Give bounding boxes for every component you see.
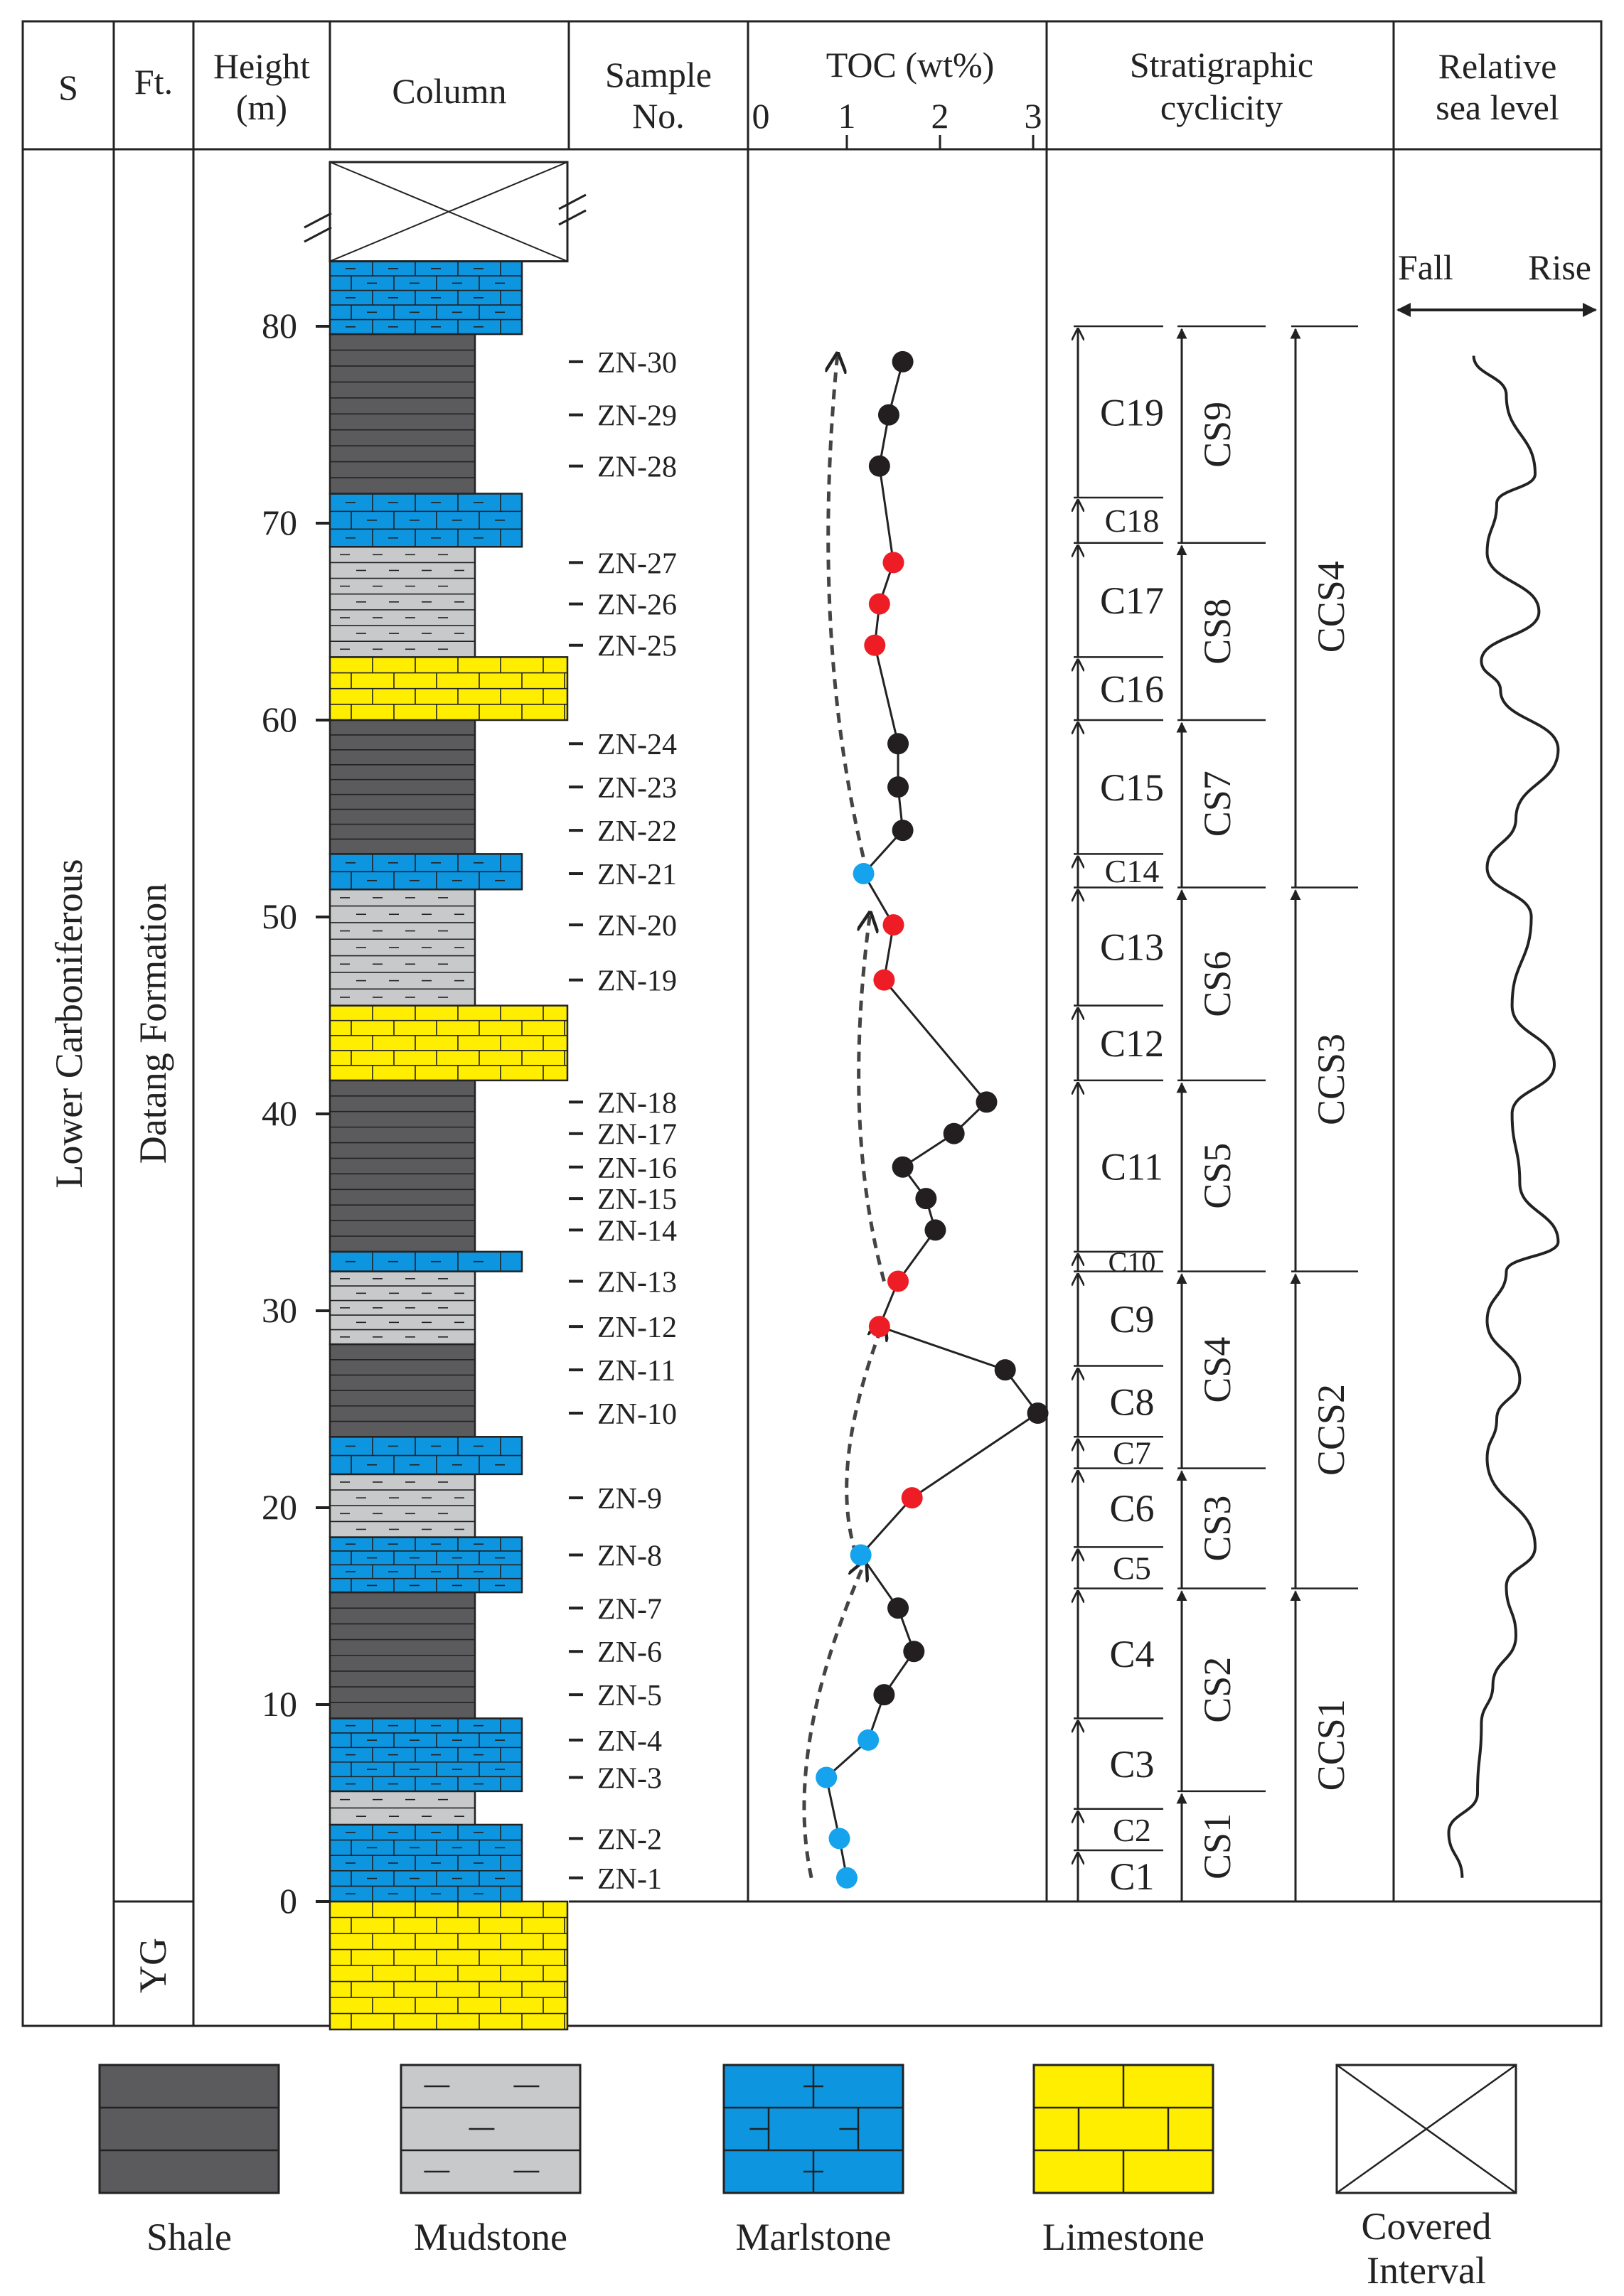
c-label: C19 — [1099, 391, 1165, 434]
sample-label: ZN-6 — [597, 1636, 662, 1670]
marlstone-block — [330, 1252, 522, 1272]
cs-label: CS9 — [1196, 401, 1239, 468]
sample-label: ZN-21 — [597, 859, 677, 892]
toc-point — [816, 1766, 837, 1788]
c-label: C15 — [1099, 766, 1165, 810]
toc-point — [883, 552, 904, 573]
marlstone-block — [330, 1718, 522, 1791]
sample-label: ZN-19 — [597, 965, 677, 998]
c-label: C14 — [1104, 853, 1160, 890]
sample-label: ZN-23 — [597, 772, 677, 805]
column-headers — [58, 45, 1559, 136]
sample-label: ZN-16 — [597, 1152, 677, 1185]
c-label: C11 — [1100, 1145, 1164, 1189]
mudstone-block — [330, 1272, 475, 1344]
toc-point — [892, 820, 914, 841]
header-ft: Ft. — [134, 62, 173, 102]
marlstone-block — [330, 262, 522, 334]
sea-level-panel — [1398, 247, 1596, 1878]
toc-point — [869, 456, 890, 477]
marlstone-block — [330, 493, 522, 547]
header-sample-1: Sample — [605, 55, 712, 95]
break-mark-left — [304, 213, 331, 242]
ccs-label: CCS4 — [1310, 561, 1352, 653]
sample-label: ZN-1 — [597, 1862, 662, 1896]
sample-label: ZN-26 — [597, 589, 677, 622]
marlstone-block — [330, 1825, 522, 1901]
mudstone-block — [330, 889, 475, 1005]
sample-label: ZN-5 — [597, 1680, 662, 1713]
sample-label: ZN-4 — [597, 1724, 662, 1758]
lithology-column — [304, 162, 586, 2029]
height-tick-label: 80 — [262, 306, 297, 345]
legend-swatch-marlstone — [724, 2065, 903, 2193]
header-sample-2: No. — [632, 96, 685, 136]
toc-point — [873, 970, 894, 991]
c-label: C8 — [1109, 1380, 1155, 1424]
c-label: C9 — [1109, 1297, 1155, 1341]
c-label: C5 — [1113, 1550, 1151, 1587]
toc-point — [853, 863, 875, 884]
toc-plot — [752, 96, 1049, 1889]
sample-label: ZN-28 — [597, 451, 677, 484]
cs-label: CS2 — [1196, 1656, 1239, 1723]
c-label: C6 — [1109, 1486, 1155, 1530]
c-label: C18 — [1104, 502, 1160, 539]
header-height-1: Height — [213, 46, 311, 86]
c-label: C2 — [1113, 1811, 1151, 1848]
toc-line — [826, 362, 1037, 1878]
toc-point — [887, 1597, 909, 1619]
toc-point — [887, 1270, 909, 1292]
toc-point — [1027, 1402, 1049, 1424]
sample-label: ZN-17 — [597, 1118, 677, 1152]
header-s: S — [58, 68, 78, 107]
sample-label: ZN-24 — [597, 729, 677, 762]
toc-point — [883, 914, 904, 935]
toc-point — [836, 1867, 858, 1889]
ccs-label: CCS1 — [1310, 1699, 1352, 1791]
legend-swatch-limestone — [1034, 2065, 1213, 2193]
c-label: C1 — [1109, 1855, 1155, 1898]
toc-point — [903, 1641, 924, 1662]
toc-tick-label: 0 — [752, 96, 770, 136]
toc-tick-label: 2 — [931, 96, 949, 136]
cs-label: CS1 — [1196, 1813, 1239, 1879]
toc-tick-label: 1 — [838, 96, 856, 136]
height-tick-label: 0 — [279, 1881, 297, 1921]
sample-label: ZN-8 — [597, 1540, 662, 1573]
c-label: C3 — [1109, 1743, 1155, 1786]
c-label: C16 — [1099, 667, 1165, 711]
formation-label-datang: Datang Formation — [132, 883, 174, 1164]
header-height-2: (m) — [235, 87, 288, 127]
c-label: C7 — [1113, 1434, 1151, 1471]
header-column: Column — [392, 71, 507, 111]
toc-point — [869, 1316, 890, 1337]
toc-point — [887, 733, 909, 754]
legend-label: Shale — [146, 2216, 232, 2258]
toc-point — [892, 1157, 914, 1178]
sample-label: ZN-2 — [597, 1823, 662, 1857]
legend-swatch-mudstone — [401, 2065, 580, 2193]
header-strat-1: Stratigraphic — [1129, 45, 1314, 85]
height-tick-label: 40 — [262, 1093, 297, 1133]
c-label: C17 — [1099, 579, 1165, 622]
toc-point — [829, 1828, 850, 1849]
toc-point — [976, 1091, 998, 1112]
sample-label: ZN-20 — [597, 910, 677, 943]
trend-arrow — [859, 913, 885, 1281]
toc-tick-label: 3 — [1024, 96, 1042, 136]
toc-point — [924, 1219, 946, 1240]
toc-point — [995, 1359, 1016, 1380]
c-label: C12 — [1099, 1022, 1165, 1066]
toc-point — [873, 1684, 894, 1705]
height-tick-label: 20 — [262, 1487, 297, 1527]
height-axis — [262, 306, 330, 1921]
height-tick-label: 50 — [262, 896, 297, 936]
toc-point — [892, 351, 914, 372]
header-toc: TOC (wt%) — [826, 45, 995, 85]
sample-label: ZN-29 — [597, 399, 677, 433]
sample-label: ZN-15 — [597, 1184, 677, 1217]
ccs-label: CCS3 — [1310, 1033, 1352, 1126]
shale-block — [330, 1080, 475, 1252]
sample-label: ZN-10 — [597, 1398, 677, 1432]
cs-label: CS6 — [1196, 950, 1239, 1017]
cs-label: CS5 — [1196, 1142, 1239, 1209]
sample-label: ZN-25 — [597, 630, 677, 663]
height-tick-label: 70 — [262, 503, 297, 542]
toc-point — [850, 1544, 872, 1565]
sample-label: ZN-22 — [597, 815, 677, 849]
toc-point — [858, 1729, 879, 1751]
header-strat-2: cyclicity — [1160, 87, 1283, 127]
shale-block — [330, 720, 475, 854]
trend-arrow — [828, 354, 867, 874]
sample-label: ZN-13 — [597, 1266, 677, 1299]
c-label: C13 — [1099, 926, 1165, 969]
rise-label: Rise — [1528, 247, 1591, 287]
sample-label: ZN-9 — [597, 1483, 662, 1516]
sample-label: ZN-11 — [597, 1355, 676, 1388]
toc-point — [869, 594, 890, 615]
height-tick-label: 60 — [262, 699, 297, 739]
lithology-legend — [100, 2065, 1516, 2292]
sample-label: ZN-27 — [597, 547, 677, 581]
sample-label: ZN-7 — [597, 1593, 662, 1626]
c-label: C10 — [1108, 1245, 1156, 1278]
legend-label: Mudstone — [414, 2216, 567, 2258]
legend-label: Limestone — [1042, 2216, 1204, 2258]
sample-label: ZN-14 — [597, 1215, 677, 1248]
stratigraphic-cycles — [1074, 326, 1358, 1901]
height-tick-label: 30 — [262, 1290, 297, 1330]
legend-swatch-shale — [100, 2065, 279, 2193]
cs-label: CS7 — [1196, 771, 1239, 837]
formation-label-yg: YG — [132, 1938, 174, 1993]
sample-label: ZN-3 — [597, 1762, 662, 1796]
legend-label: Covered — [1361, 2205, 1492, 2248]
system-label: Lower Carboniferous — [48, 859, 90, 1189]
cs-label: CS3 — [1196, 1495, 1239, 1562]
toc-point — [915, 1188, 936, 1209]
limestone-block — [330, 1006, 567, 1080]
sample-label: ZN-30 — [597, 346, 677, 380]
height-tick-label: 10 — [262, 1684, 297, 1724]
toc-point — [878, 404, 899, 426]
sample-number-list — [569, 347, 677, 1896]
toc-point — [887, 776, 909, 798]
trend-arrow — [847, 1321, 885, 1555]
legend-swatch-fill — [100, 2065, 279, 2193]
legend-label: Interval — [1367, 2249, 1486, 2292]
toc-point — [944, 1123, 965, 1144]
ccs-label: CCS2 — [1310, 1384, 1352, 1476]
toc-point — [864, 635, 885, 656]
sample-label: ZN-12 — [597, 1311, 677, 1345]
sea-level-curve — [1449, 356, 1559, 1878]
legend-label: Marlstone — [735, 2216, 892, 2258]
cs-label: CS8 — [1196, 598, 1239, 665]
sample-label: ZN-18 — [597, 1087, 677, 1120]
mudstone-block — [330, 547, 475, 657]
c-label: C4 — [1109, 1632, 1155, 1675]
cs-label: CS4 — [1196, 1336, 1239, 1403]
toc-point — [902, 1487, 923, 1508]
fall-label: Fall — [1398, 247, 1453, 287]
header-sea-2: sea level — [1436, 87, 1559, 127]
header-sea-1: Relative — [1438, 46, 1557, 86]
